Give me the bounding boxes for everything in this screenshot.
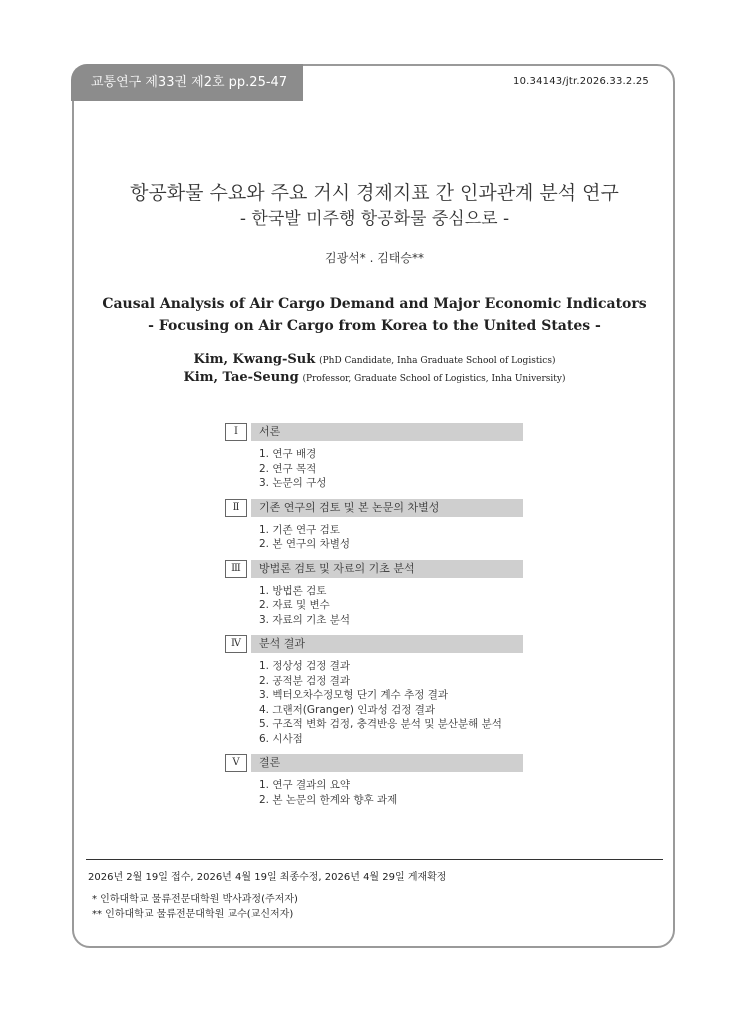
section-number: Ⅲ <box>225 560 247 578</box>
toc-section-header <box>225 754 525 772</box>
toc-item: 1. 연구 배경 <box>259 448 317 460</box>
toc-item: 5. 구조적 변화 검정, 충격반응 분석 및 분산분해 분석 <box>259 718 502 730</box>
authors-korean: 김광석* . 김태승** <box>325 251 424 265</box>
section-items <box>225 778 525 807</box>
toc-item: 2. 연구 목적 <box>259 462 317 475</box>
table-of-contents <box>225 423 525 807</box>
section-number: Ⅱ <box>225 499 247 517</box>
toc-item: 6. 시사점 <box>259 732 303 745</box>
section-items <box>225 523 525 552</box>
doi: 10.34143/jtr.2026.33.2.25 <box>513 76 649 87</box>
title-english: Causal Analysis of Air Cargo Demand and Major Economic Indicators <box>102 296 647 312</box>
section-items <box>225 584 525 628</box>
footnote-first-author: * 인하대학교 물류전문대학원 박사과정(주저자) <box>92 894 298 905</box>
author-affiliation: (PhD Candidate, Inha Graduate School of Logistics) <box>319 356 556 366</box>
author-affiliation: (Professor, Graduate School of Logistics, Inha University) <box>302 374 566 384</box>
author-english-1 <box>0 352 749 367</box>
toc-section-header <box>225 560 525 578</box>
section-title: 결론 <box>251 754 523 772</box>
toc-section-5 <box>225 754 525 807</box>
toc-section-header <box>225 499 525 517</box>
author-english-2 <box>0 370 749 385</box>
toc-item: 1. 방법론 검토 <box>259 584 327 597</box>
toc-item: 2. 본 논문의 한계와 향후 과제 <box>259 793 398 806</box>
section-title: 방법론 검토 및 자료의 기초 분석 <box>251 560 523 578</box>
subtitle-korean: - 한국발 미주행 항공화물 중심으로 - <box>239 209 510 229</box>
toc-section-2 <box>225 499 525 552</box>
toc-item: 2. 자료 및 변수 <box>259 599 330 611</box>
toc-item: 2. 본 연구의 차별성 <box>259 538 351 550</box>
toc-item: 1. 연구 결과의 요약 <box>259 779 351 791</box>
footnote-corresponding-author: ** 인하대학교 물류전문대학원 교수(교신저자) <box>92 909 294 920</box>
footer-divider <box>86 859 663 860</box>
toc-item: 4. 그랜저(Granger) 인과성 검정 결과 <box>259 703 435 716</box>
submission-dates: 2026년 2월 19일 접수, 2026년 4월 19일 최종수정, 2026년 4월 29일 게재확정 <box>88 872 447 883</box>
toc-section-4 <box>225 635 525 746</box>
section-items <box>225 447 525 491</box>
toc-section-header <box>225 635 525 653</box>
toc-item: 3. 논문의 구성 <box>259 477 327 489</box>
toc-item: 1. 기존 연구 검토 <box>259 523 340 536</box>
toc-item: 2. 공적분 검정 결과 <box>259 674 351 687</box>
toc-item: 3. 자료의 기초 분석 <box>259 613 351 626</box>
section-title: 기존 연구의 검토 및 본 논문의 차별성 <box>251 499 523 517</box>
toc-section-header <box>225 423 525 441</box>
section-number: Ⅳ <box>225 635 247 653</box>
subtitle-english: - Focusing on Air Cargo from Korea to the United States - <box>148 318 601 334</box>
section-items <box>225 659 525 746</box>
section-number: Ⅰ <box>225 423 247 441</box>
toc-section-1 <box>225 423 525 491</box>
author-name: Kim, Kwang-Suk <box>193 352 316 367</box>
journal-citation: 교통연구 제33권 제2호 pp.25-47 <box>71 64 303 101</box>
author-name: Kim, Tae-Seung <box>183 370 299 385</box>
section-title: 서론 <box>251 423 523 441</box>
section-title: 분석 결과 <box>251 635 523 653</box>
toc-item: 3. 벡터오차수정모형 단기 계수 추정 결과 <box>259 689 448 701</box>
title-korean: 항공화물 수요와 주요 거시 경제지표 간 인과관계 분석 연구 <box>130 182 619 204</box>
toc-item: 1. 정상성 검정 결과 <box>259 660 351 672</box>
toc-section-3 <box>225 560 525 628</box>
section-number: Ⅴ <box>225 754 247 772</box>
